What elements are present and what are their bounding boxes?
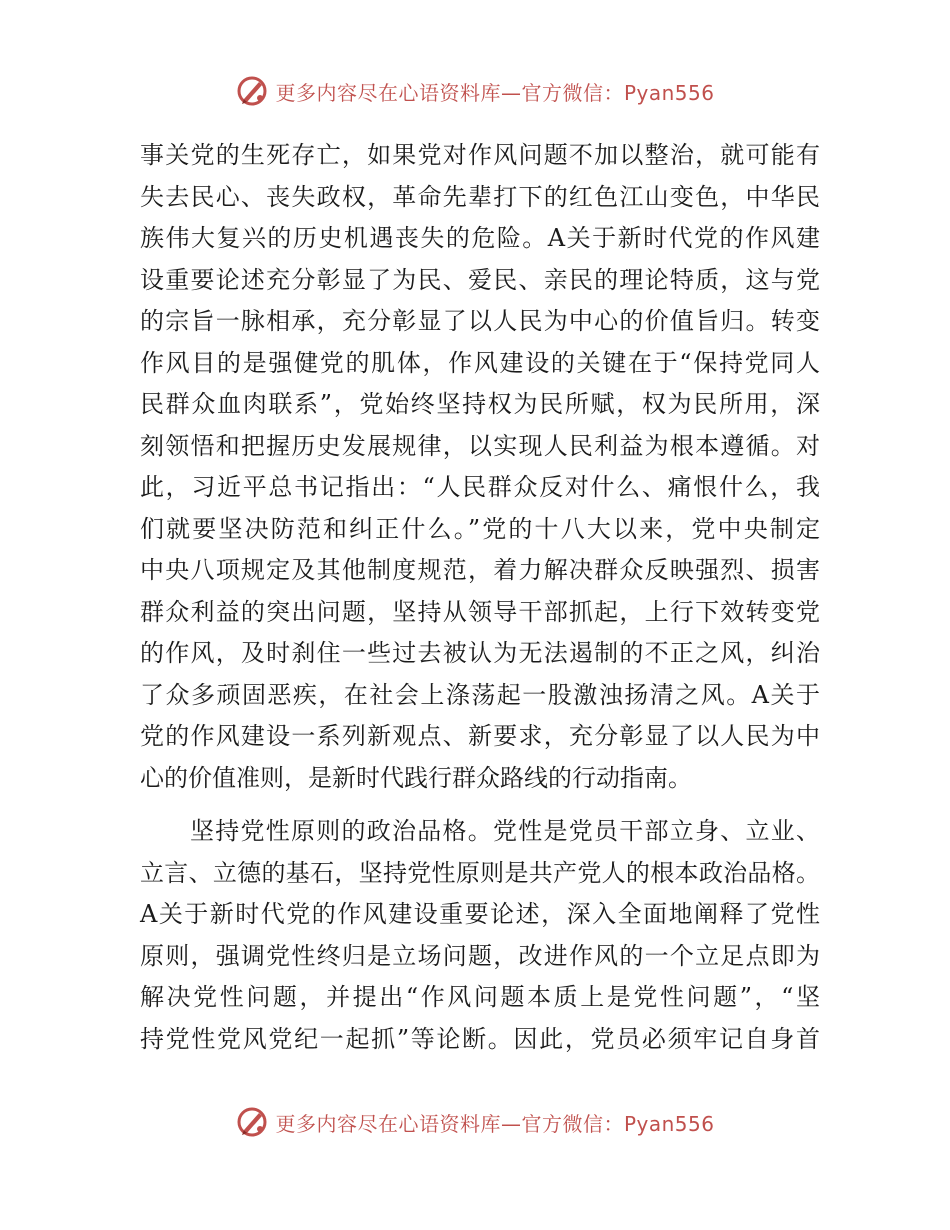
text-line: 解决党性问题，并提出“作风问题本质上是党性问题”，“坚 xyxy=(140,983,820,1011)
document-body xyxy=(140,135,820,1060)
text-line: 了众多顽固恶疾，在社会上涤荡起一股激浊扬清之风。A关于 xyxy=(140,680,820,709)
paragraph-1 xyxy=(140,135,820,799)
pen-logo-icon xyxy=(235,74,269,108)
text-line: 心的价值准则，是新时代践行群众路线的行动指南。 xyxy=(140,763,692,792)
paragraph-spacer xyxy=(140,799,820,811)
text-line: 作风目的是强健党的肌体，作风建设的关键在于“保持党同人 xyxy=(140,348,820,377)
footer-banner xyxy=(0,1102,950,1142)
header-banner xyxy=(0,71,950,111)
text-line: 民群众血肉联系”，党始终坚持权为民所赋，权为民所用，深 xyxy=(140,390,820,418)
text-line: 持党性党风党纪一起抓”等论断。因此，党员必须牢记自身首 xyxy=(140,1024,820,1053)
text-line: 坚持党性原则的政治品格。党性是党员干部立身、立业、 xyxy=(190,817,820,845)
text-line: 原则，强调党性终归是立场问题，改进作风的一个立足点即为 xyxy=(140,941,820,970)
paragraph-2 xyxy=(140,811,820,1060)
pen-logo-icon xyxy=(235,1105,269,1139)
text-line: 群众利益的突出问题，坚持从领导干部抓起，上行下效转变党 xyxy=(140,597,820,626)
text-line: 失去民心、丧失政权，革命先辈打下的红色江山变色，中华民 xyxy=(140,182,820,211)
text-line: 立言、立德的基石，坚持党性原则是共产党人的根本政治品格。 xyxy=(140,858,820,887)
text-line: 们就要坚决防范和纠正什么。”党的十八大以来，党中央制定 xyxy=(140,514,820,543)
text-line: A关于新时代党的作风建设重要论述，深入全面地阐释了党性 xyxy=(140,900,820,928)
text-line: 党的作风建设一系列新观点、新要求，充分彰显了以人民为中 xyxy=(140,722,820,750)
text-line: 设重要论述充分彰显了为民、爱民、亲民的理论特质，这与党 xyxy=(140,265,820,294)
text-line: 的作风，及时刹住一些过去被认为无法遏制的不正之风，纠治 xyxy=(140,639,820,667)
text-line: 此，习近平总书记指出：“人民群众反对什么、痛恨什么，我 xyxy=(140,473,820,501)
text-line: 的宗旨一脉相承，充分彰显了以人民为中心的价值旨归。转变 xyxy=(140,307,820,335)
text-line: 族伟大复兴的历史机遇丧失的危险。A关于新时代党的作风建 xyxy=(140,224,820,252)
text-line: 中央八项规定及其他制度规范，着力解决群众反映强烈、损害 xyxy=(140,556,820,584)
text-line: 刻领悟和把握历史发展规律，以实现人民利益为根本遵循。对 xyxy=(140,431,820,460)
header-banner-text: 更多内容尽在心语资料库—官方微信：Pyan556 xyxy=(275,80,715,105)
footer-banner-text: 更多内容尽在心语资料库—官方微信：Pyan556 xyxy=(275,1111,715,1136)
text-line: 事关党的生死存亡，如果党对作风问题不加以整治，就可能有 xyxy=(140,141,820,169)
